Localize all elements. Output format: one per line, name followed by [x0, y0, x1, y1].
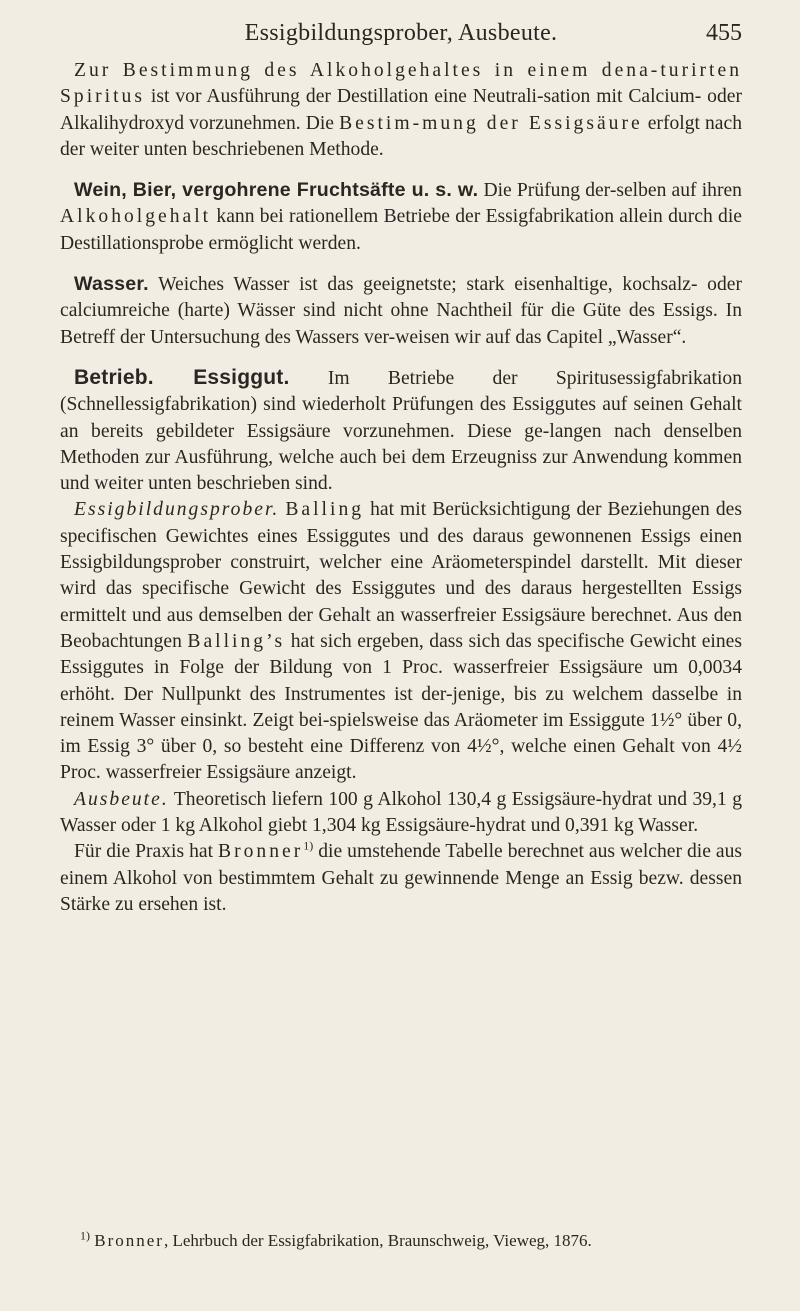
page-number: 455: [706, 20, 742, 46]
paragraph-alcohol-denatured-spirit: [60, 58, 742, 163]
paragraph-text: Im Betriebe der Spiritusessigfabrikation (Schnellessigfabrikation) sind wiederholt Prüfungen des Essiggutes auf seinen Gehalt an bereits gebildeter Essigsäure vorzunehmen. Diese ge-langen nach denselben Methoden zur Ausführung, welche auch bei dem Erzeugniss zur Anwendung kommen und weiter unten beschrieben sind.: [60, 367, 742, 495]
paragraph-water: [60, 271, 742, 351]
paragraph-practice: [60, 839, 742, 918]
footnote-text: , Lehrbuch der Essigfabrikation, Braunschweig, Vieweg, 1876.: [163, 1231, 592, 1250]
paragraph-text: die umstehende Tabelle berechnet aus welcher die aus einem Alkohol von bestimmtem Gehalt zu gewinnende Menge an Essig bezw. dessen Stärke zu ersehen ist.: [60, 841, 743, 915]
paragraph-text: ist vor Ausführung der Destillation eine Neutrali-sation mit Calcium- oder Alkalihydroxyd vorzunehmen. Die: [60, 86, 742, 134]
footnote-marker: 1): [303, 838, 314, 853]
paragraph-text: Theoretisch liefern 100 g Alkohol 130,4 g Essigsäure-hydrat und 39,1 g Wasser oder 1 kg Alkohol giebt 1,304 kg Essigsäure-hydrat und 0,391 kg Wasser.: [60, 788, 742, 837]
page-header: [60, 10, 742, 52]
paragraph-text: hat sich ergeben, dass sich das specifische Gewicht eines Essiggutes in Folge der Bildung von 1 Proc. wasserfreier Essigsäure um 0,0034 erhöht. Der Nullpunkt des Instrumentes ist der-jenige, bis zu welchem dasselbe in reinem Wasser einsinkt. Zeigt bei-spielsweise das Aräometer im Essiggute 1½° über 0, im Essig 3° über 0, so besteht eine Differenz von 4½°, welche einen Gehalt von 4½ Proc. wasserfreier Essigsäure anzeigt.: [60, 630, 742, 784]
italic-heading: Ausbeute.: [74, 788, 169, 810]
page-body: [60, 58, 742, 918]
paragraph-text: hat mit Berücksichtigung der Beziehungen des specifischen Gewichtes eines Essiggutes und des daraus gewonnenen Essigs einen Essigbildungsprober construirt, welcher eine Aräometerspindel darstellt. Mit dieser wird das specifische Gewicht des Essiggutes und des daraus hergestellten Essigs ermittelt und aus demselben der Gehalt an wasserfreier Essigsäure berechnet. Aus den Beobachtungen: [60, 499, 742, 652]
paragraph-text: kann bei rationellem Betriebe der Essigfabrikation allein durch die Destillationsprobe ermöglicht werden.: [60, 206, 742, 254]
section-heading: Wein, Bier, vergohrene Fruchtsäfte u. s. w.: [74, 179, 479, 202]
footnote-mark: 1): [80, 1228, 90, 1243]
paragraph-yield: [60, 787, 742, 840]
paragraph-operation: [60, 365, 742, 497]
paragraph-text: Für die Praxis hat: [74, 841, 219, 863]
spaced-term: Alkoholgehalt: [60, 206, 212, 228]
italic-heading: Essigbildungsprober.: [74, 499, 280, 521]
paragraph-text: Die Prüfung der-selben auf ihren: [478, 180, 742, 202]
author-name: Bronner: [218, 841, 304, 863]
footnote-author: Bronner: [94, 1231, 164, 1250]
running-title: Essigbildungsprober, Ausbeute.: [244, 20, 558, 46]
paragraph-essigbildungsprober: [60, 497, 742, 786]
spaced-term: Bestim-mung der Essigsäure: [339, 112, 643, 134]
section-heading: Betrieb. Essiggut.: [74, 365, 290, 389]
author-name: Balling: [285, 499, 365, 521]
author-name: Balling’s: [187, 630, 286, 652]
spaced-lead: Zur Bestimmung des Alkoholgehaltes in einem dena-turirten Spiritus: [60, 60, 742, 108]
paragraph-text: Weiches Wasser ist das geeignetste; stark eisenhaltige, kochsalz- oder calciumreiche (harte) Wässer sind nicht ohne Nachtheil für die Güte des Essigs. In Betreff der Untersuchung des Wassers ver-weisen wir auf das Capitel „Wasser“.: [60, 274, 742, 348]
footnote: [80, 1230, 742, 1252]
section-heading: Wasser.: [74, 273, 149, 296]
paragraph-wine-beer: [60, 177, 742, 257]
paragraph-text: erfolgt nach der weiter unten beschriebenen Methode.: [60, 112, 742, 160]
